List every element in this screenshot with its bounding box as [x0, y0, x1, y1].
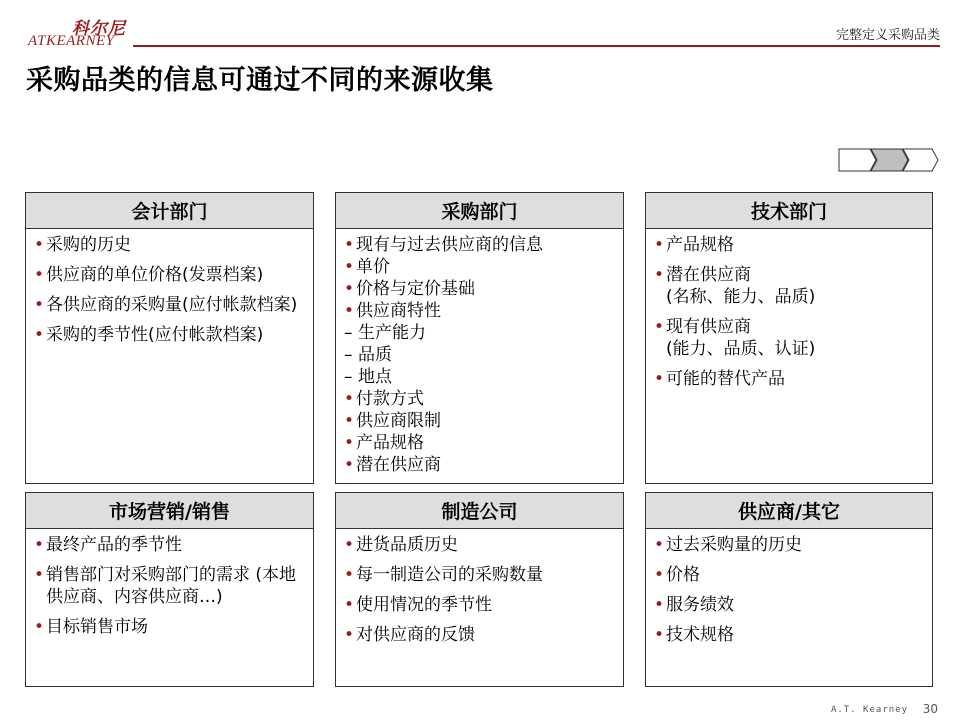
panel-marketing: [25, 492, 314, 687]
list-item: • 各供应商的采购量(应付帐款档案): [34, 294, 305, 316]
list-item: • 采购的历史: [34, 234, 305, 256]
list-item: • 最终产品的季节性: [34, 534, 305, 556]
list-item: • 潜在供应商: [344, 454, 615, 476]
panel-suppliers-title: 供应商/其它: [646, 493, 932, 529]
logo-chinese-name: 科尔尼: [72, 19, 126, 39]
list-item: • 销售部门对采购部门的需求 (本地供应商、内容供应商…): [34, 564, 305, 608]
list-item: • 潜在供应商: [654, 264, 924, 286]
panel-suppliers-list: [646, 529, 932, 646]
list-item: • 对供应商的反馈: [344, 624, 615, 646]
list-item: • 产品规格: [344, 432, 615, 454]
list-item: • 技术规格: [654, 624, 924, 646]
panel-technical-list: [646, 229, 932, 390]
list-item: • 可能的替代产品: [654, 368, 924, 390]
list-item: • 供应商的单位价格(发票档案): [34, 264, 305, 286]
list-item: • 目标销售市场: [34, 616, 305, 638]
list-item: • 过去采购量的历史: [654, 534, 924, 556]
panel-accounting-list: [26, 229, 313, 346]
chevron-step-1: [839, 149, 876, 171]
chevron-step-2: [871, 149, 908, 171]
list-item: • 产品规格: [654, 234, 924, 256]
section-tag: 完整定义采购品类: [835, 28, 940, 43]
panel-marketing-title: 市场营销/销售: [26, 493, 313, 529]
company-logo: [28, 14, 134, 50]
page-number: 30: [922, 702, 938, 716]
panel-marketing-list: [26, 529, 313, 638]
panel-purchasing-list: [336, 229, 623, 476]
logo-english-name: ATKEARNEY: [28, 33, 115, 49]
list-item: • 进货品质历史: [344, 534, 615, 556]
header-divider: [133, 45, 940, 47]
list-item: • 价格: [654, 564, 924, 586]
panel-suppliers: [645, 492, 933, 687]
panel-manufacturing-list: [336, 529, 623, 646]
progress-chevrons: [838, 148, 940, 172]
list-item: • 价格与定价基础: [344, 278, 615, 300]
panel-technical: [645, 192, 933, 484]
list-item: • 供应商限制: [344, 410, 615, 432]
panel-technical-title: 技术部门: [646, 193, 932, 229]
panel-accounting: [25, 192, 314, 484]
list-item: • 现有供应商: [654, 316, 924, 338]
panel-manufacturing: [335, 492, 624, 687]
footer-brand: A.T. Kearney: [830, 705, 908, 715]
list-item: • 供应商特性: [344, 300, 615, 322]
panel-purchasing-title: 采购部门: [336, 193, 623, 229]
panel-accounting-title: 会计部门: [26, 193, 313, 229]
list-item-continuation: (名称、能力、品质): [666, 287, 816, 307]
list-item: • 采购的季节性(应付帐款档案): [34, 324, 305, 346]
panel-purchasing: [335, 192, 624, 484]
page-title: 采购品类的信息可通过不同的来源收集: [26, 65, 494, 96]
sub-list-item: – 生产能力: [344, 322, 615, 344]
sub-list-item: – 品质: [344, 344, 615, 366]
list-item: • 每一制造公司的采购数量: [344, 564, 615, 586]
list-item: • 现有与过去供应商的信息: [344, 234, 615, 256]
panel-manufacturing-title: 制造公司: [336, 493, 623, 529]
list-item: • 单价: [344, 256, 615, 278]
list-item: • 使用情况的季节性: [344, 594, 615, 616]
list-item-continuation: (能力、品质、认证): [666, 339, 816, 359]
list-item: • 付款方式: [344, 388, 615, 410]
sub-list-item: – 地点: [344, 366, 615, 388]
list-item: • 服务绩效: [654, 594, 924, 616]
